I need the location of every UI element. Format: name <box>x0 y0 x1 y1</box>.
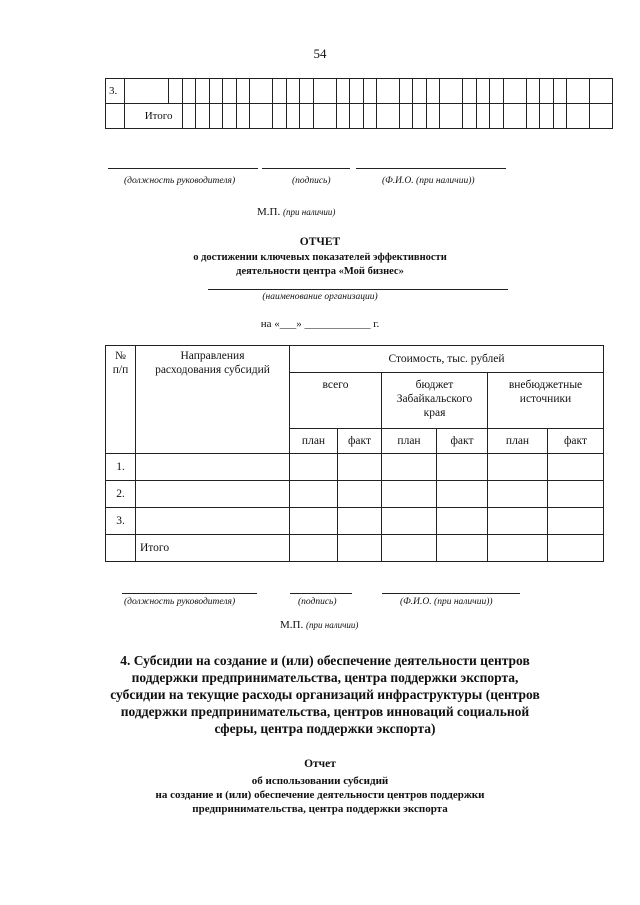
position-caption: (должность руководителя) <box>124 176 236 186</box>
name-caption: (Ф.И.О. (при наличии)) <box>382 176 475 186</box>
report-subtitle-line: на создание и (или) обеспечение деятельности центров поддержки <box>155 789 485 801</box>
table-row <box>106 535 604 562</box>
name-caption: (Ф.И.О. (при наличии)) <box>400 597 493 607</box>
total-label: Итого <box>124 104 182 129</box>
signature-line <box>262 168 350 169</box>
organization-line <box>208 289 508 290</box>
fact-header: факт <box>338 429 382 454</box>
report-subtitle <box>0 251 640 279</box>
report-subtitle-line: об использовании субсидий <box>251 775 389 787</box>
table-row <box>106 508 604 535</box>
stamp-place <box>280 619 358 631</box>
report-title: Отчет <box>304 758 336 770</box>
report-subtitle-line: о достижении ключевых показателей эффективности <box>193 252 447 263</box>
fact-header: факт <box>437 429 488 454</box>
row-number: 3. <box>106 508 136 535</box>
row-label <box>124 79 169 104</box>
expenses-table <box>105 345 604 562</box>
top-table <box>105 78 613 129</box>
stamp-text: М.П. <box>280 619 304 631</box>
row-number: 1. <box>106 454 136 481</box>
row-number <box>106 104 125 129</box>
plan-header: план <box>382 429 437 454</box>
table-row <box>106 79 613 104</box>
table-row <box>106 481 604 508</box>
position-line <box>122 593 257 594</box>
report-title: ОТЧЕТ <box>299 236 341 248</box>
report-subtitle-line: деятельности центра «Мой бизнес» <box>236 266 404 277</box>
signature-caption: (подпись) <box>292 176 331 186</box>
total-label: Итого <box>136 535 290 562</box>
section-heading: 4. Субсидии на создание и (или) обеспечение деятельности центров поддержки предпринимательства, центра поддержки экспорта, субсидии на текущие расходы организаций инфраструктуры (центров поддержки предпринимательства, центров инноваций социальной сферы, центра поддержки экспорта) <box>110 653 540 736</box>
column-total-header: всего <box>290 373 382 429</box>
column-extrabudget-header: внебюджетные источники <box>488 373 604 429</box>
plan-header: план <box>290 429 338 454</box>
name-line <box>356 168 506 169</box>
stamp-text: М.П. <box>257 206 281 218</box>
report-subtitle-line: предпринимательства, центра поддержки экспорта <box>192 803 448 815</box>
table-row <box>106 454 604 481</box>
table-row <box>106 104 613 129</box>
stamp-place <box>257 206 335 218</box>
signature-caption: (подпись) <box>298 597 337 607</box>
position-caption: (должность руководителя) <box>124 597 236 607</box>
signature-line <box>290 593 352 594</box>
fact-header: факт <box>548 429 604 454</box>
position-line <box>108 168 258 169</box>
column-cost-header: Стоимость, тыс. рублей <box>290 346 604 373</box>
plan-header: план <box>488 429 548 454</box>
row-number: 2. <box>106 481 136 508</box>
organization-caption: (наименование организации) <box>262 292 378 302</box>
column-direction-header: Направления расходования субсидий <box>136 346 290 454</box>
report-subtitle <box>150 774 490 816</box>
row-number: 3. <box>106 79 125 104</box>
name-line <box>382 593 520 594</box>
date-line: на «___» ____________ г. <box>260 318 380 330</box>
stamp-note: (при наличии) <box>305 620 359 630</box>
stamp-note: (при наличии) <box>282 207 336 217</box>
column-number-header: № п/п <box>106 346 136 454</box>
page-number: 54 <box>313 46 327 61</box>
column-budget-header: бюджет Забайкальского края <box>382 373 488 429</box>
